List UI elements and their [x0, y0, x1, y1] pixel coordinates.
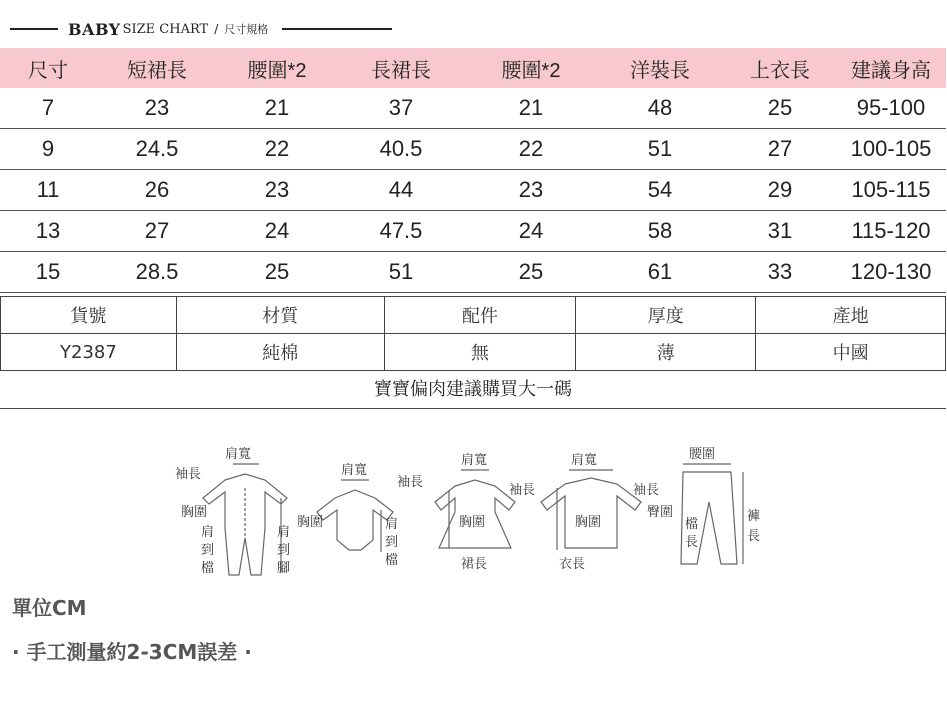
table-cell: 47.5 [336, 211, 466, 252]
table-cell: 25 [724, 88, 836, 129]
table-row [0, 252, 946, 293]
pants-rise-label-1: 檔 [685, 517, 699, 532]
table-cell: 51 [336, 252, 466, 293]
table-cell: 100-105 [836, 129, 946, 170]
dress-sleeve-label: 袖長 [509, 483, 536, 498]
table-cell: 24.5 [96, 129, 218, 170]
bodysuit-length-label-3: 檔 [385, 553, 399, 568]
pants-length-label-2: 長 [747, 529, 761, 544]
info-value: 薄 [576, 334, 756, 371]
info-value: 純棉 [176, 334, 384, 371]
table-cell: 27 [96, 211, 218, 252]
info-value: Y2387 [1, 334, 177, 371]
info-label: 材質 [176, 297, 384, 334]
info-label: 產地 [756, 297, 946, 334]
table-cell: 13 [0, 211, 96, 252]
top-shoulder-label: 肩寬 [571, 453, 598, 468]
table-cell: 105-115 [836, 170, 946, 211]
column-header: 腰圍*2 [218, 48, 336, 88]
romper-foot-label-2: 到 [277, 543, 291, 558]
header-separator: / [214, 22, 219, 36]
brand-title: BABY [68, 19, 121, 39]
top-chest-label: 胸圍 [575, 515, 602, 530]
romper-diagram [203, 464, 287, 575]
romper-crotch-label-2: 到 [201, 543, 215, 558]
info-value: 中國 [756, 334, 946, 371]
romper-sleeve-label: 袖長 [175, 467, 202, 482]
table-cell: 22 [218, 129, 336, 170]
table-cell: 7 [0, 88, 96, 129]
table-cell: 29 [724, 170, 836, 211]
table-cell: 54 [596, 170, 724, 211]
bodysuit-diagram [317, 480, 393, 552]
romper-foot-label-3: 腳 [277, 561, 291, 576]
romper-chest-label: 胸圍 [181, 505, 208, 520]
romper-shoulder-label: 肩寬 [225, 447, 252, 462]
table-cell: 24 [466, 211, 596, 252]
table-cell: 27 [724, 129, 836, 170]
bodysuit-length-label-1: 肩 [385, 517, 399, 532]
table-row [0, 170, 946, 211]
pants-length-label-1: 褲 [747, 509, 761, 524]
table-cell: 44 [336, 170, 466, 211]
info-label: 厚度 [576, 297, 756, 334]
info-label-row [1, 297, 946, 334]
romper-foot-label-1: 肩 [277, 525, 291, 540]
top-length-label: 衣長 [559, 557, 586, 572]
table-cell: 33 [724, 252, 836, 293]
column-header: 短裙長 [96, 48, 218, 88]
table-cell: 48 [596, 88, 724, 129]
table-cell: 31 [724, 211, 836, 252]
table-cell: 21 [466, 88, 596, 129]
table-cell: 21 [218, 88, 336, 129]
bodysuit-length-label-2: 到 [385, 535, 399, 550]
table-row [0, 129, 946, 170]
table-row [0, 211, 946, 252]
info-label: 貨號 [1, 297, 177, 334]
column-header: 建議身高 [836, 48, 946, 88]
table-cell: 25 [466, 252, 596, 293]
info-value-row [1, 334, 946, 371]
table-cell: 9 [0, 129, 96, 170]
table-cell: 40.5 [336, 129, 466, 170]
chart-subtitle: SIZE CHART [122, 21, 209, 37]
measurement-diagrams [165, 440, 785, 590]
table-cell: 22 [466, 129, 596, 170]
size-table-header [0, 48, 946, 88]
bodysuit-sleeve-label: 袖長 [397, 475, 424, 490]
table-cell: 58 [596, 211, 724, 252]
table-cell: 37 [336, 88, 466, 129]
table-cell: 51 [596, 129, 724, 170]
measurement-error-note: · 手工測量約2-3CM誤差 · [12, 640, 252, 664]
romper-crotch-label-1: 肩 [201, 525, 215, 540]
dress-shoulder-label: 肩寬 [461, 453, 488, 468]
header-divider-left [10, 28, 58, 30]
column-header: 尺寸 [0, 48, 96, 88]
romper-crotch-label-3: 檔 [201, 561, 215, 576]
column-header: 腰圍*2 [466, 48, 596, 88]
table-cell: 25 [218, 252, 336, 293]
bodysuit-chest-label: 胸圍 [297, 515, 324, 530]
dress-chest-label: 胸圍 [459, 515, 486, 530]
table-cell: 95-100 [836, 88, 946, 129]
size-table [0, 48, 946, 293]
dress-length-label: 裙長 [461, 557, 488, 572]
pants-hip-label: 臀圍 [647, 505, 674, 520]
table-cell: 23 [218, 170, 336, 211]
table-cell: 23 [96, 88, 218, 129]
table-cell: 61 [596, 252, 724, 293]
header-divider-right [282, 28, 392, 30]
product-info-table [0, 296, 946, 371]
table-cell: 24 [218, 211, 336, 252]
chart-subtitle-zh: 尺寸規格 [224, 23, 269, 36]
chart-header [10, 14, 420, 44]
table-cell: 28.5 [96, 252, 218, 293]
table-cell: 26 [96, 170, 218, 211]
table-cell: 15 [0, 252, 96, 293]
table-row [0, 88, 946, 129]
column-header: 長裙長 [336, 48, 466, 88]
top-sleeve-label: 袖長 [633, 483, 660, 498]
column-header: 洋裝長 [596, 48, 724, 88]
table-cell: 115-120 [836, 211, 946, 252]
info-label: 配件 [384, 297, 576, 334]
pants-waist-label: 腰圍 [689, 447, 716, 462]
column-header: 上衣長 [724, 48, 836, 88]
table-cell: 11 [0, 170, 96, 211]
size-advice-note: 寶寶偏肉建議購買大一碼 [0, 372, 946, 409]
pants-rise-label-2: 長 [685, 535, 699, 550]
bodysuit-shoulder-label: 肩寬 [341, 463, 368, 478]
info-value: 無 [384, 334, 576, 371]
top-diagram [541, 470, 641, 550]
dress-diagram [435, 470, 515, 548]
table-cell: 23 [466, 170, 596, 211]
unit-label: 單位CM [12, 596, 87, 620]
table-cell: 120-130 [836, 252, 946, 293]
